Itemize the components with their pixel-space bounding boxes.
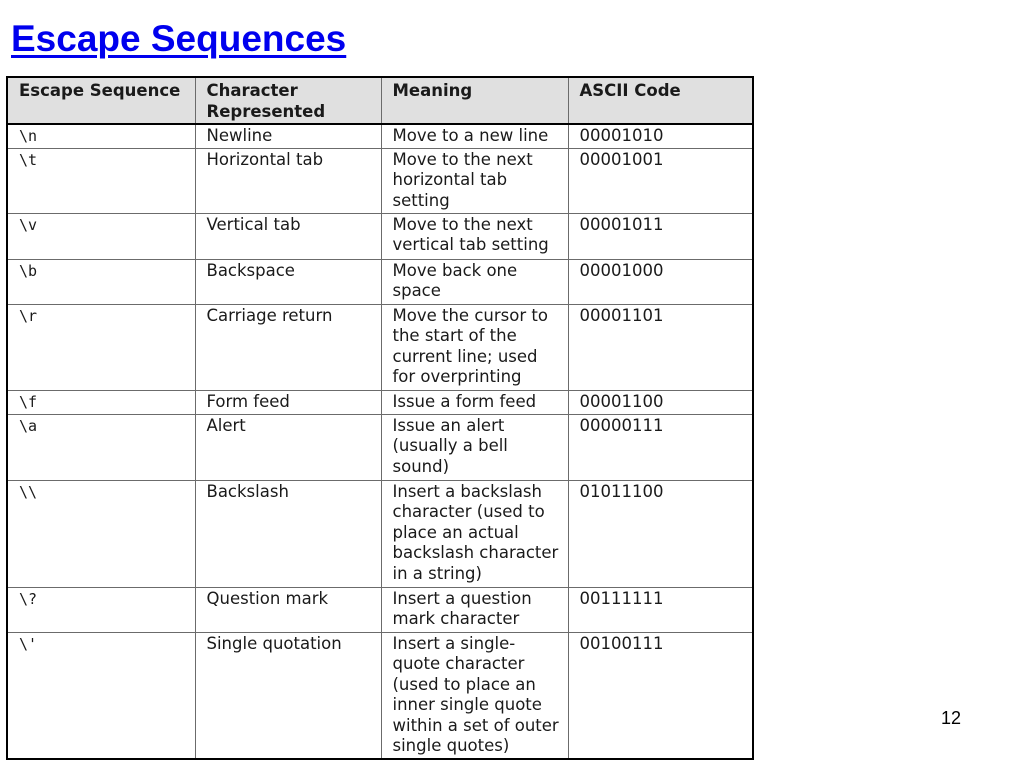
table-row <box>8 148 752 213</box>
escape-sequence-cell: \b <box>8 259 195 304</box>
meaning-cell: Move back one space <box>381 259 568 304</box>
ascii-code-cell: 00001010 <box>568 124 752 148</box>
character-cell: Question mark <box>195 587 381 632</box>
escape-sequence-cell: \? <box>8 587 195 632</box>
character-cell: Backspace <box>195 259 381 304</box>
escape-sequence-cell: \f <box>8 390 195 414</box>
character-cell: Backslash <box>195 480 381 587</box>
character-cell: Form feed <box>195 390 381 414</box>
character-cell: Single quotation <box>195 632 381 760</box>
ascii-code-cell: 00001011 <box>568 213 752 259</box>
escape-sequence-cell: \a <box>8 414 195 480</box>
escape-sequence-table <box>8 78 752 760</box>
meaning-cell: Insert a question mark character <box>381 587 568 632</box>
escape-sequence-cell: \n <box>8 124 195 148</box>
ascii-code-cell: 00001000 <box>568 259 752 304</box>
table-row <box>8 414 752 480</box>
header-character-represented: Character Represented <box>195 78 381 124</box>
header-escape-sequence: Escape Sequence <box>8 78 195 124</box>
escape-sequence-cell: \t <box>8 148 195 213</box>
meaning-cell: Move to a new line <box>381 124 568 148</box>
ascii-code-cell: 00111111 <box>568 587 752 632</box>
meaning-cell: Insert a backslash character (used to place an actual backslash character in a string) <box>381 480 568 587</box>
ascii-code-cell: 00000111 <box>568 414 752 480</box>
ascii-code-cell: 00001100 <box>568 390 752 414</box>
character-cell: Carriage return <box>195 304 381 390</box>
character-cell: Horizontal tab <box>195 148 381 213</box>
table-header-row <box>8 78 752 124</box>
character-cell: Alert <box>195 414 381 480</box>
character-cell: Vertical tab <box>195 213 381 259</box>
escape-sequence-cell: \r <box>8 304 195 390</box>
table-row <box>8 480 752 587</box>
ascii-code-cell: 01011100 <box>568 480 752 587</box>
ascii-code-cell: 00001001 <box>568 148 752 213</box>
table-row <box>8 390 752 414</box>
escape-sequence-cell: \\ <box>8 480 195 587</box>
meaning-cell: Move to the next horizontal tab setting <box>381 148 568 213</box>
meaning-cell: Issue a form feed <box>381 390 568 414</box>
meaning-cell: Insert a single-quote character (used to place an inner single quote within a set of outer single quotes) <box>381 632 568 760</box>
ascii-code-cell: 00001101 <box>568 304 752 390</box>
slide-number: 12 <box>941 708 962 728</box>
ascii-code-cell: 00100111 <box>568 632 752 760</box>
table-row <box>8 304 752 390</box>
table-row <box>8 213 752 259</box>
table-row <box>8 124 752 148</box>
header-ascii-code: ASCII Code <box>568 78 752 124</box>
escape-sequence-table-frame <box>6 76 754 760</box>
character-cell: Newline <box>195 124 381 148</box>
meaning-cell: Move the cursor to the start of the current line; used for overprinting <box>381 304 568 390</box>
meaning-cell: Issue an alert (usually a bell sound) <box>381 414 568 480</box>
meaning-cell: Move to the next vertical tab setting <box>381 213 568 259</box>
table-row <box>8 587 752 632</box>
header-meaning: Meaning <box>381 78 568 124</box>
escape-sequence-cell: \v <box>8 213 195 259</box>
table-row <box>8 632 752 760</box>
table-row <box>8 259 752 304</box>
slide-title: Escape Sequences <box>11 18 347 59</box>
escape-sequence-cell: \' <box>8 632 195 760</box>
